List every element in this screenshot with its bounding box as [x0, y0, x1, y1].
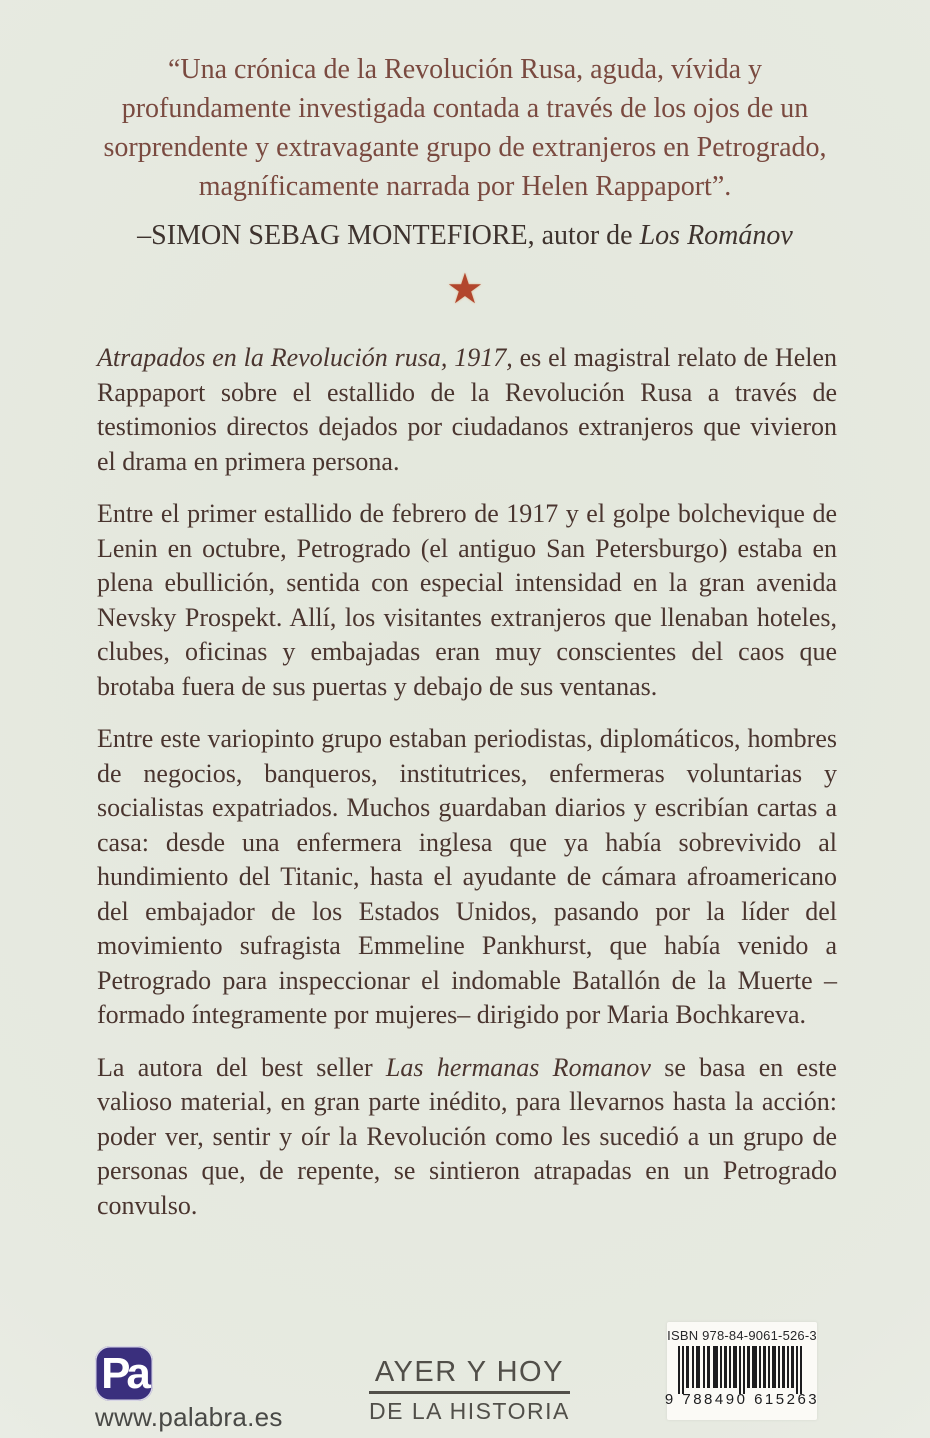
palabra-logo [95, 1346, 153, 1401]
review-quote-text: “Una crónica de la Revolución Rusa, aguda, vívida y profundamente investigada contada a través de los ojos de un sorprendente y extravagante grupo de extranjeros en Petrogrado, magníficamente narrada por Helen Rappaport”. [103, 54, 827, 202]
paragraph [97, 341, 837, 479]
barcode-number: 9 788490 615263 [664, 1391, 820, 1408]
paragraph [97, 497, 837, 704]
collection-block [369, 1356, 570, 1425]
italic-book-title: Atrapados en la Revolución rusa, 1917, [97, 343, 513, 372]
barcode-icon [678, 1346, 806, 1394]
palabra-logo-text: Pa [101, 1348, 147, 1398]
publisher-website: www.palabra.es [95, 1402, 283, 1432]
paragraph-text: Entre el primer estallido de febrero de 1917 y el golpe bolchevique de Lenin en octubre, Petrogrado (el antiguo San Petersburgo) estaba en plena ebullición, sentida con especial intensidad en la gran avenida Nevsky Prospekt. Allí, los visitantes extranjeros que llenaban hoteles, clubes, oficinas y embajadas eran muy conscientes del caos que brotaba fuera de sus puertas y debajo de sus ventanas. [97, 499, 837, 701]
body-paragraphs [97, 341, 837, 1223]
review-quote-block [0, 0, 930, 255]
footer [0, 1298, 930, 1438]
red-star-icon: ★ [446, 267, 484, 313]
paragraph-text: La autora del best seller [97, 1052, 386, 1082]
barcode-panel [664, 1322, 820, 1420]
paragraph-text: se basa en este valioso material, en gran parte inédito, para llevarnos hasta la acción: poder ver, sentir y oír la Revolución como les sucedió a un grupo de personas que, de repente, se sintieron atrapadas en un Petrogrado convulso. [97, 1052, 837, 1220]
attribution-work-title: Los Románov [639, 220, 793, 251]
paragraph-text: Entre este variopinto grupo estaban periodistas, diplomáticos, hombres de negocios, banqueros, institutrices, enfermeras voluntarias y socialistas expatriados. Muchos guardaban diarios y escribían cartas a casa: desde una enfermera inglesa que ya había sobrevivido al hundimiento del Titanic, hasta el ayudante de cámara afroamericano del embajador de los Estados Unidos, pasando por la líder del movimiento sufragista Emmeline Pankhurst, que había venido a Petrogrado para inspeccionar el indomable Batallón de la Muerte –formado íntegramente por mujeres– dirigido por Maria Bochkareva. [97, 724, 837, 1029]
collection-subtitle: DE LA HISTORIA [369, 1398, 570, 1424]
isbn-label: ISBN 978-84-9061-526-3 [667, 1328, 817, 1343]
paragraph [97, 722, 837, 1033]
review-attribution [0, 216, 930, 255]
publisher-block [95, 1346, 283, 1433]
collection-title: AYER Y HOY [369, 1356, 570, 1394]
italic-book-title: Las hermanas Romanov [385, 1052, 651, 1082]
paragraph [97, 1051, 837, 1224]
paragraph-text: es el magistral relato de Helen Rappaport sobre el estallido de la Revolución Rusa a través de testimonios directos dejados por ciudadanos extranjeros que vivieron el drama en primera persona. [97, 343, 837, 476]
attribution-name: –SIMON SEBAG MONTEFIORE, autor de [137, 220, 640, 251]
